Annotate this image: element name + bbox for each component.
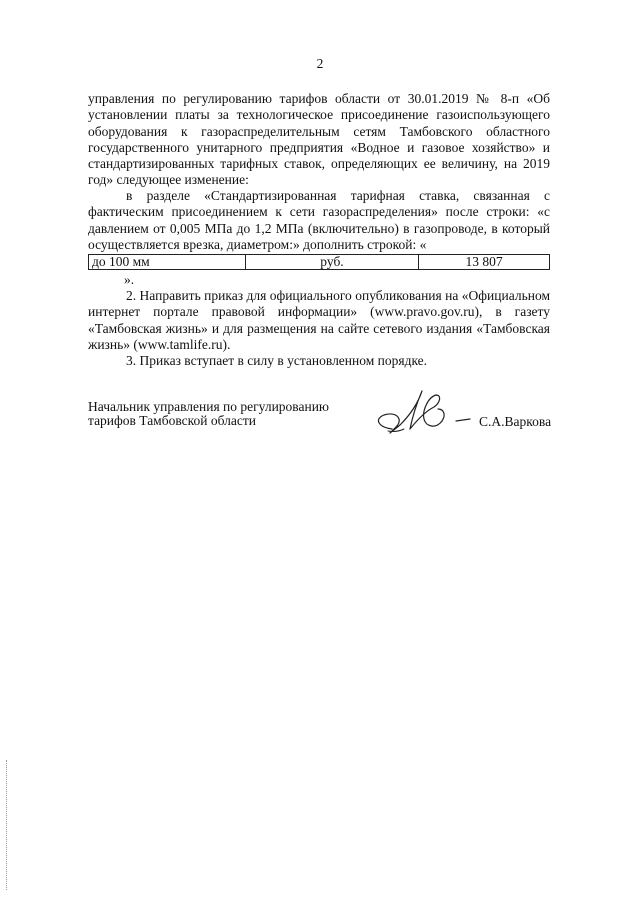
- paragraph-section-insertion: в разделе «Стандартизированная тарифная ставка, связанная с фактическим присоединением к сети газораспределения» после строки: «с давлением от 0,005 МПа до 1,2 МПа (включительно) в газопроводе, в который осуществляется врезка, диаметром:» дополнить строкой: «: [88, 188, 550, 252]
- table-cell-value: 13 807: [419, 255, 550, 270]
- closing-quote: ».: [124, 272, 135, 287]
- handwritten-signature: [370, 385, 480, 437]
- paragraph-amendment-reference: управления по регулированию тарифов области от 30.01.2019 № 8-п «Об установлении платы за технологическое присоединение газоиспользующего оборудования к газораспределительным сетям Тамбовского областного государственного унитарного предприятия «Водное и газовое хозяйство» и стандартизированных тарифных ставок, определяющих ее величину, на 2019 год» следующее изменение:: [88, 91, 550, 188]
- table-row: [89, 255, 550, 270]
- table-cell-diameter: до 100 мм: [89, 255, 246, 270]
- table-cell-unit: руб.: [246, 255, 419, 270]
- scan-artifact: [6, 760, 9, 890]
- tariff-table: [88, 254, 550, 270]
- signatory-title: [88, 400, 329, 428]
- signatory-title-line-1: Начальник управления по регулированию: [88, 399, 330, 414]
- signer-name: С.А.Варкова: [479, 414, 552, 429]
- page-number: 2: [316, 56, 324, 71]
- paragraph-publication-order: 2. Направить приказ для официального опубликования на «Официальном интернет портале правовой информации» (www.pravo.gov.ru), в газету «Тамбовская жизнь» и для размещения на сайте сетевого издания «Тамбовская жизнь» (www.tamlife.ru).: [88, 288, 550, 352]
- signatory-title-line-2: тарифов Тамбовской области: [88, 413, 256, 428]
- paragraph-effective-date: 3. Приказ вступает в силу в установленном порядке.: [126, 353, 428, 368]
